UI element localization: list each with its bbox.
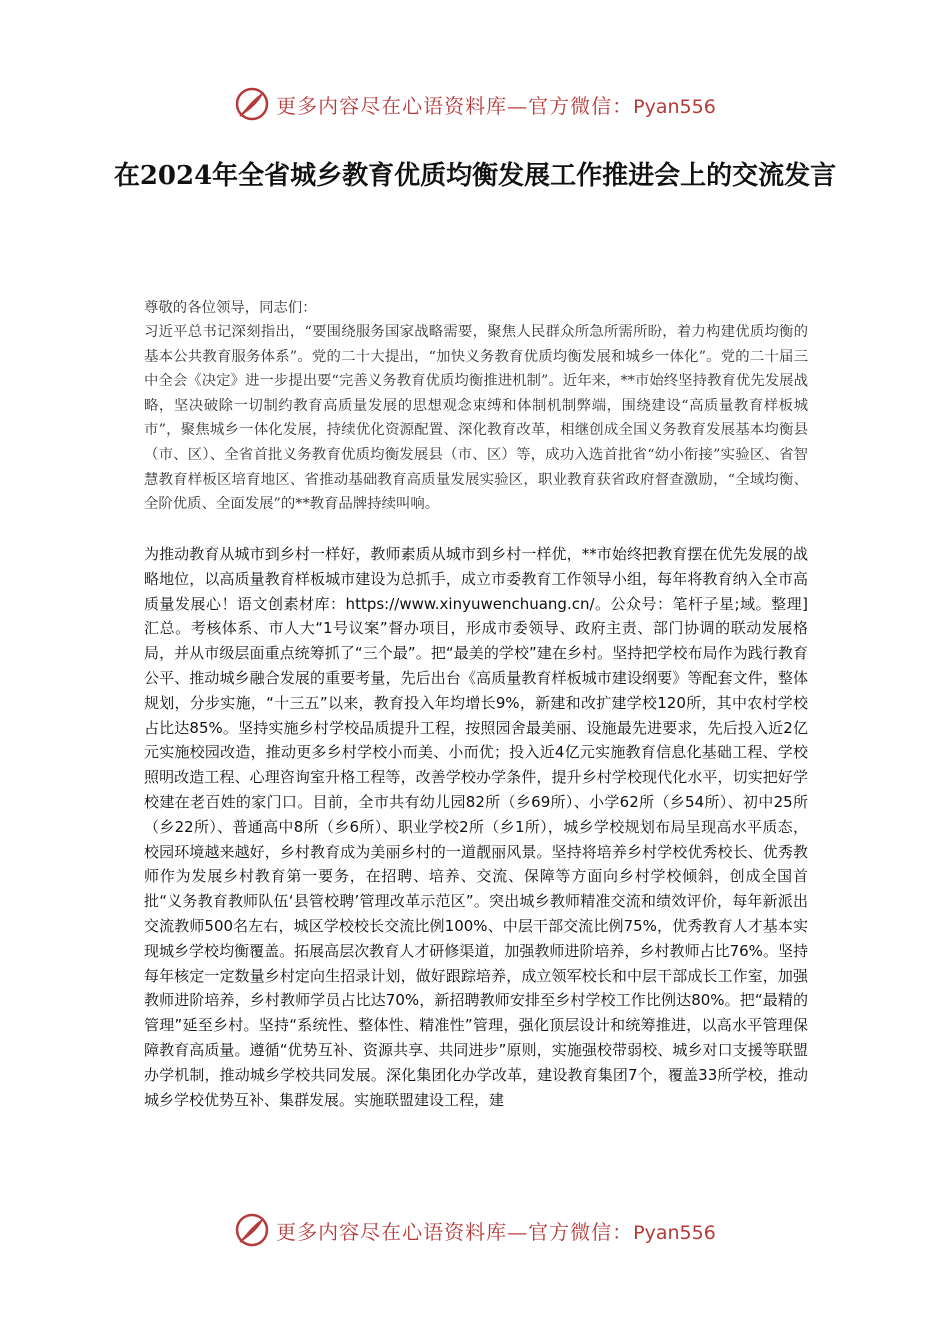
banner-label: 更多内容尽在心语资料库—官方微信： — [276, 93, 634, 118]
banner-wechat-id: Pyan556 — [633, 1221, 716, 1244]
salutation: 尊敬的各位领导，同志们： — [144, 300, 317, 316]
banner-wechat-id: Pyan556 — [633, 95, 716, 118]
banner-text — [276, 90, 716, 119]
document-title: 在2024年全省城乡教育优质均衡发展工作推进会上的交流发言 — [113, 161, 837, 191]
quill-logo-icon — [234, 86, 270, 122]
banner-text — [276, 1216, 716, 1245]
header-watermark-banner — [0, 80, 950, 128]
paragraph-body: 为推动教育从城市到乡村一样好，教师素质从城市到乡村一样优，**市始终把教育摆在优先发展的战略地位，以高质量教育样板城市建设为总抓手，成立市委教育工作领导小组，每年将教育纳入全市高质量发展心！语文创素材库：https://www.xinyuwenchuang.cn/。公众号：笔杆子星;域。整理]汇总。考核体系、市人大“1号议案”督办项目，形成市委领导、政府主责、部门协调的联动发展格局，并从市级层面重点统筹抓了“三个最”。把“最美的学校”建在乡村。坚持把学校布局作为践行教育公平、推动城乡融合发展的重要考量，先后出台《高质量教育样板城市建设纲要》等配套文件，整体规划，分步实施，“十三五”以来，教育投入年均增长9%，新建和改扩建学校120所，其中农村学校占比达85%。坚持实施乡村学校品质提升工程，按照园舍最美丽、设施最先进要求，先后投入近2亿元实施校园改造，推动更多乡村学校小而美、小而优；投入近4亿元实施教育信息化基础工程、学校照明改造工程、心理咨询室升格工程等，改善学校办学条件，提升乡村学校现代化水平，切实把好学校建在老百姓的家门口。目前，全市共有幼儿园82所（乡69所）、小学62所（乡54所）、初中25所（乡22所）、普通高中8所（乡6所）、职业学校2所（乡1所），城乡学校规划布局呈现高水平质态，校园环境越来越好，乡村教育成为美丽乡村的一道靓丽风景。坚持将培养乡村学校优秀校长、优秀教师作为发展乡村教育第一要务，在招聘、培养、交流、保障等方面向乡村学校倾斜，创成全国首批“义务教育教师队伍‘县管校聘’管理改革示范区”。突出城乡教师精准交流和绩效评价，每年新派出交流教师500名左右，城区学校校长交流比例100%、中层干部交流比例75%，优秀教育人才基本实现城乡学校均衡覆盖。拓展高层次教育人才研修渠道，加强教师进阶培养，乡村教师占比76%。坚持每年核定一定数量乡村定向生招录计划，做好跟踪培养，成立领军校长和中层干部成长工作室，加强教师进阶培养，乡村教师学员占比达70%，新招聘教师安排至乡村学校工作比例达80%。把“最精的管理”延至乡村。坚持“系统性、整体性、精准性”管理，强化顶层设计和统筹推进，以高水平管理保障教育高质量。遵循“优势互补、资源共享、共同进步”原则，实施强校带弱校、城乡对口支援等联盟办学机制，推动城乡学校共同发展。深化集团化办学改革，建设教育集团7个，覆盖33所学校，推动城乡学校优势互补、集群发展。实施联盟建设工程，建 — [144, 545, 808, 1109]
banner-label: 更多内容尽在心语资料库—官方微信： — [276, 1219, 634, 1244]
quill-logo-icon — [234, 1212, 270, 1248]
paragraph-intro: 习近平总书记深刻指出，“要围绕服务国家战略需要，聚焦人民群众所急所需所盼，着力构建优质均衡的基本公共教育服务体系”。党的二十大提出，“加快义务教育优质均衡发展和城乡一体化”。党的二十届三中全会《决定》进一步提出要“完善义务教育优质均衡推进机制”。近年来，**市始终坚持教育优先发展战略，坚决破除一切制约教育高质量发展的思想观念束缚和体制机制弊端，围绕建设“高质量教育样板城市”，聚焦城乡一体化发展，持续优化资源配置、深化教育改革，相继创成全国义务教育发展基本均衡县（市、区）、全省首批义务教育优质均衡发展县（市、区）等，成功入选首批省“幼小衔接”实验区、省智慧教育样板区培育地区、省推动基础教育高质量发展实验区，职业教育获省政府督查激励，“全域均衡、全阶优质、全面发展”的**教育品牌持续叫响。 — [144, 324, 808, 513]
footer-watermark-banner — [0, 1206, 950, 1254]
